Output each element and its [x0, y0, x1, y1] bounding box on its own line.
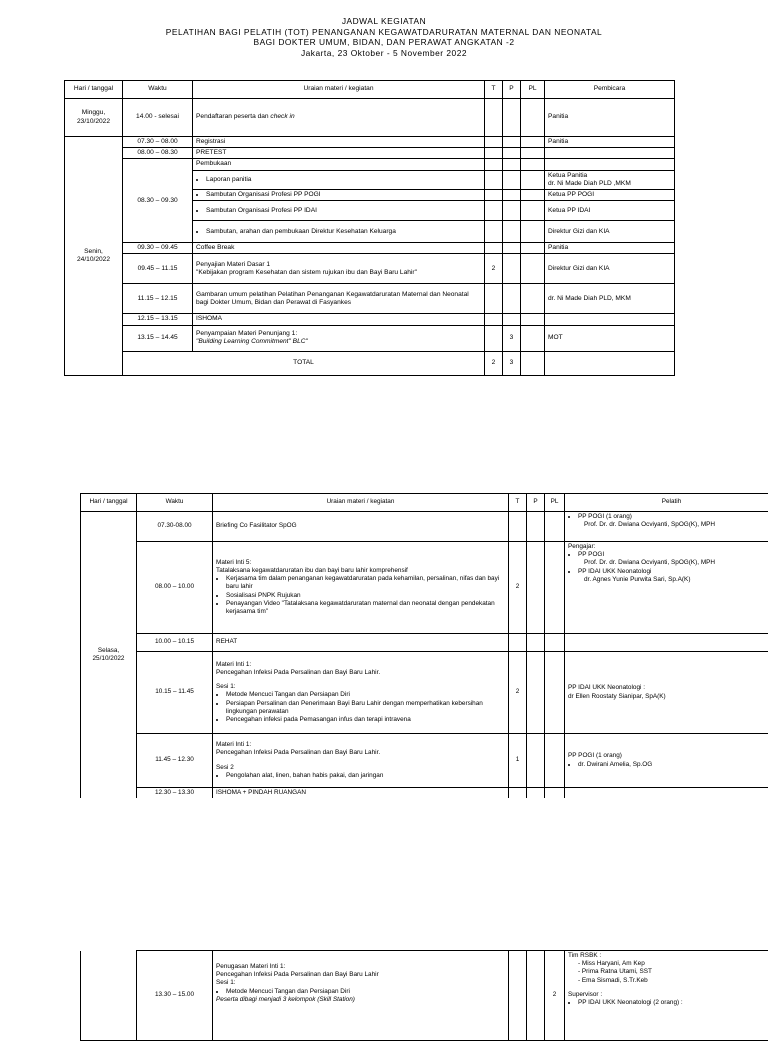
- activity-text: Pendaftaran peserta dan: [196, 113, 270, 120]
- speaker-cell: Ketua PP IDAI: [545, 201, 675, 221]
- time-cell: 10.15 – 11.45: [137, 652, 213, 734]
- speaker-role: Ketua Panitia: [548, 172, 671, 180]
- table-row: [81, 652, 768, 734]
- col-header-pl: PL: [545, 494, 565, 512]
- table-row: [65, 243, 675, 254]
- col-header-day: Hari / tanggal: [65, 81, 123, 99]
- trainer-name: - Ema Sismadi, S.Tr.Keb: [578, 977, 768, 985]
- table-row: [65, 325, 675, 351]
- activity-title: Penugasan Materi Inti 1:: [216, 963, 505, 971]
- speaker-cell: MOT: [545, 325, 675, 351]
- activity-cell: [193, 221, 485, 243]
- activity-cell: ISHOMA + PINDAH RUANGAN: [213, 788, 509, 799]
- speaker-cell: Direktur Gizi dan KIA: [545, 254, 675, 284]
- trainer-cell: [565, 951, 768, 1041]
- time-cell: 12.30 – 13.30: [137, 788, 213, 799]
- schedule-table-day2: [80, 493, 768, 798]
- time-cell: 13.15 – 14.45: [123, 325, 193, 351]
- speaker-cell: Panitia: [545, 243, 675, 254]
- activity-cell: [193, 190, 485, 201]
- time-cell: 09.30 – 09.45: [123, 243, 193, 254]
- col-header-activity: Uraian materi / kegiatan: [193, 81, 485, 99]
- time-cell: 07.30 – 08.00: [123, 137, 193, 148]
- table-row: [65, 148, 675, 159]
- time-cell: 11.45 – 12.30: [137, 734, 213, 788]
- activity-cell: Registrasi: [193, 137, 485, 148]
- col-header-t: T: [485, 81, 503, 99]
- speaker-cell: Ketua PP POGI: [545, 190, 675, 201]
- activity-text-italic: "Building Learning Commitment" BLC": [196, 338, 308, 345]
- speaker-cell: dr. Ni Made Diah PLD, MKM: [545, 284, 675, 314]
- activity-bullet: • Metode Mencuci Tangan dan Persiapan Diri: [226, 691, 505, 699]
- col-header-p: P: [527, 494, 545, 512]
- time-cell: 12.15 – 13.15: [123, 314, 193, 325]
- trainer-org: • PP IDAI UKK Neonatologi (2 orang) :: [578, 999, 768, 1007]
- table-row: [81, 634, 768, 652]
- day-cell: Selasa, 25/10/2022: [81, 512, 137, 799]
- activity-cell: ISHOMA: [193, 314, 485, 325]
- time-cell: 08.00 – 08.30: [123, 148, 193, 159]
- activity-title: Penyajian Materi Dasar 1: [196, 261, 481, 269]
- t-cell: 2: [485, 254, 503, 284]
- time-cell: 14.00 - selesai: [123, 99, 193, 137]
- col-header-day: Hari / tanggal: [81, 494, 137, 512]
- speaker-cell: [545, 170, 675, 189]
- time-cell: 13.30 – 15.00: [137, 951, 213, 1041]
- table-row: [65, 254, 675, 284]
- trainer-name: - Prima Ratna Utami, SST: [578, 968, 768, 976]
- total-p: 3: [503, 351, 521, 375]
- speaker-cell: Panitia: [545, 99, 675, 137]
- activity-bullet: • Laporan panitia: [206, 176, 481, 184]
- trainer-name: • dr. Dwirani Amelia, Sp.OG: [578, 761, 768, 769]
- table-row: [81, 542, 768, 634]
- day-cell: Senin, 24/10/2022: [65, 137, 123, 376]
- activity-text-italic: Peserta dibagi menjadi 3 kelompok (Skill Station): [216, 996, 355, 1003]
- col-header-p: P: [503, 81, 521, 99]
- speaker-name: dr. Ni Made Diah PLD ,MKM: [548, 180, 671, 188]
- activity-bullet: • Sosialisasi PNPK Rujukan: [226, 592, 505, 600]
- trainer-cell: [565, 652, 768, 734]
- time-cell: 08.00 – 10.00: [137, 542, 213, 634]
- activity-cell: REHAT: [213, 634, 509, 652]
- table-row: [81, 951, 768, 1041]
- schedule-table-day2-continued: [80, 950, 768, 1041]
- trainer-heading: Pengajar:: [568, 543, 768, 551]
- time-cell: 09.45 – 11.15: [123, 254, 193, 284]
- table-header-row: [65, 81, 675, 99]
- table-row: [81, 788, 768, 799]
- activity-cell: PRETEST: [193, 148, 485, 159]
- t-cell: 2: [509, 542, 527, 634]
- activity-cell: [193, 170, 485, 189]
- trainer-cell: [565, 542, 768, 634]
- doc-header: [0, 16, 768, 58]
- activity-cell: [193, 325, 485, 351]
- t-cell: 2: [509, 652, 527, 734]
- table-row: [65, 314, 675, 325]
- total-t: 2: [485, 351, 503, 375]
- p-cell: 3: [503, 325, 521, 351]
- header-subtitle-2: BAGI DOKTER UMUM, BIDAN, DAN PERAWAT ANGKATAN -2: [0, 37, 768, 48]
- col-header-time: Waktu: [137, 494, 213, 512]
- trainer-org: • PP POGI: [578, 551, 768, 559]
- table-row: [65, 284, 675, 314]
- activity-cell: [213, 734, 509, 788]
- trainer-cell: [565, 734, 768, 788]
- speaker-cell: Direktur Gizi dan KIA: [545, 221, 675, 243]
- trainer-name: Prof. Dr. dr. Dwiana Ocviyanti, SpOG(K), MPH: [568, 559, 768, 567]
- speaker-cell: [545, 148, 675, 159]
- session-label: Sesi 2: [216, 764, 505, 772]
- speaker-cell: Panitia: [545, 137, 675, 148]
- trainer-org: PP IDAI UKK Neonatologi :: [568, 684, 768, 692]
- activity-cell: Briefing Co Fasilitator SpOG: [213, 512, 509, 542]
- col-header-activity: Uraian materi / kegiatan: [213, 494, 509, 512]
- header-title: JADWAL KEGIATAN: [0, 16, 768, 27]
- table-row: [81, 734, 768, 788]
- col-header-pl: PL: [521, 81, 545, 99]
- trainer-org: • PP IDAI UKK Neonatologi: [578, 568, 768, 576]
- trainer-org: PP POGI (1 orang): [568, 752, 768, 760]
- activity-text: Tatalaksana kegawatdaruratan ibu dan bayi baru lahir komprehensif: [216, 567, 505, 575]
- activity-cell: [213, 652, 509, 734]
- t-cell: 1: [509, 734, 527, 788]
- activity-text: Pencegahan Infeksi Pada Persalinan dan Bayi Baru Lahir: [216, 971, 505, 979]
- trainer-name: dr. Agnes Yunie Purwita Sari, Sp.A(K): [568, 576, 768, 584]
- table-row: [65, 159, 675, 170]
- activity-cell: [193, 99, 485, 137]
- header-date: Jakarta, 23 Oktober - 5 November 2022: [0, 48, 768, 59]
- activity-text: Pencegahan Infeksi Pada Persalinan dan Bayi Baru Lahir.: [216, 749, 505, 757]
- time-cell: 08.30 – 09.30: [123, 159, 193, 243]
- session-label: Sesi 1:: [216, 683, 505, 691]
- activity-bullet: • Pencegahan infeksi pada Pemasangan infus dan terapi intravena: [226, 716, 505, 724]
- activity-title: Materi Inti 5:: [216, 559, 505, 567]
- activity-cell: Pembukaan: [193, 159, 485, 170]
- day-cell: Minggu, 23/10/2022: [65, 99, 123, 137]
- activity-cell: [193, 201, 485, 221]
- table-row: [65, 137, 675, 148]
- activity-bullet: • Sambutan Organisasi Profesi PP POGI: [206, 191, 481, 199]
- activity-bullet: • Sambutan Organisasi Profesi PP IDAI: [206, 207, 481, 215]
- session-label: Sesi 1:: [216, 979, 505, 987]
- table-row: [65, 99, 675, 137]
- col-header-trainer: Pelatih: [565, 494, 768, 512]
- activity-text: Pencegahan Infeksi Pada Persalinan dan Bayi Baru Lahir.: [216, 669, 505, 677]
- trainer-cell: [565, 512, 768, 542]
- trainer-name: Prof. Dr. dr. Dwiana Ocviyanti, SpOG(K), MPH: [568, 521, 768, 529]
- trainer-name: - Miss Haryani, Am Kep: [578, 960, 768, 968]
- activity-bullet: • Pengolahan alat, linen, bahan habis pakai, dan jaringan: [226, 772, 505, 780]
- header-subtitle: PELATIHAN BAGI PELATIH (TOT) PENANGANAN KEGAWATDARURATAN MATERNAL DAN NEONATAL: [0, 27, 768, 38]
- trainer-name: dr Ellen Roostaty Sianipar, SpA(K): [568, 693, 768, 701]
- activity-cell: Coffee Break: [193, 243, 485, 254]
- time-cell: 10.00 – 10.15: [137, 634, 213, 652]
- activity-cell: [193, 254, 485, 284]
- col-header-speaker: Pembicara: [545, 81, 675, 99]
- activity-text: "Kebijakan program Kesehatan dan sistem rujukan ibu dan Bayi Baru Lahir": [196, 269, 481, 277]
- activity-title: Penyampaian Materi Penunjang 1:: [196, 330, 481, 338]
- col-header-t: T: [509, 494, 527, 512]
- activity-bullet: • Penayangan Video "Tatalaksana kegawatdaruratan maternal dan neonatal dengan pendekatan kerjasama tim": [226, 600, 505, 616]
- time-cell: 07.30-08.00: [137, 512, 213, 542]
- activity-bullet: • Sambutan, arahan dan pembukaan Direktur Kesehatan Keluarga: [206, 228, 481, 236]
- pl-cell: 2: [545, 951, 565, 1041]
- schedule-table-day1: [64, 80, 675, 376]
- trainer-org: • PP POGI (1 orang): [578, 513, 768, 521]
- col-header-time: Waktu: [123, 81, 193, 99]
- trainer-heading: Supervisor :: [568, 991, 768, 999]
- table-row: [81, 512, 768, 542]
- activity-bullet: • Metode Mencuci Tangan dan Persiapan Diri: [226, 988, 505, 996]
- activity-cell: [213, 951, 509, 1041]
- activity-title: Materi Inti 1:: [216, 661, 505, 669]
- time-cell: 11.15 – 12.15: [123, 284, 193, 314]
- activity-cell: [213, 542, 509, 634]
- activity-title: Materi Inti 1:: [216, 741, 505, 749]
- trainer-heading: Tim RSBK :: [568, 952, 768, 960]
- total-row: [65, 351, 675, 375]
- activity-text-italic: check in: [270, 113, 294, 120]
- activity-cell: Gambaran umum pelatihan Pelatihan Penanganan Kegawatdaruratan Maternal dan Neonatal bagi Dokter Umum, Bidan dan Perawat di Fasyankes: [193, 284, 485, 314]
- table-header-row: [81, 494, 768, 512]
- activity-bullet: • Persiapan Persalinan dan Penerimaan Bayi Baru Lahir dengan memperhatikan kebersihan lingkungan perawatan: [226, 700, 505, 716]
- activity-bullet: • Kerjasama tim dalam penanganan kegawatdaruratan pada kehamilan, persalinan, nifas dan bayi baru lahir: [226, 575, 505, 591]
- total-label: TOTAL: [123, 351, 485, 375]
